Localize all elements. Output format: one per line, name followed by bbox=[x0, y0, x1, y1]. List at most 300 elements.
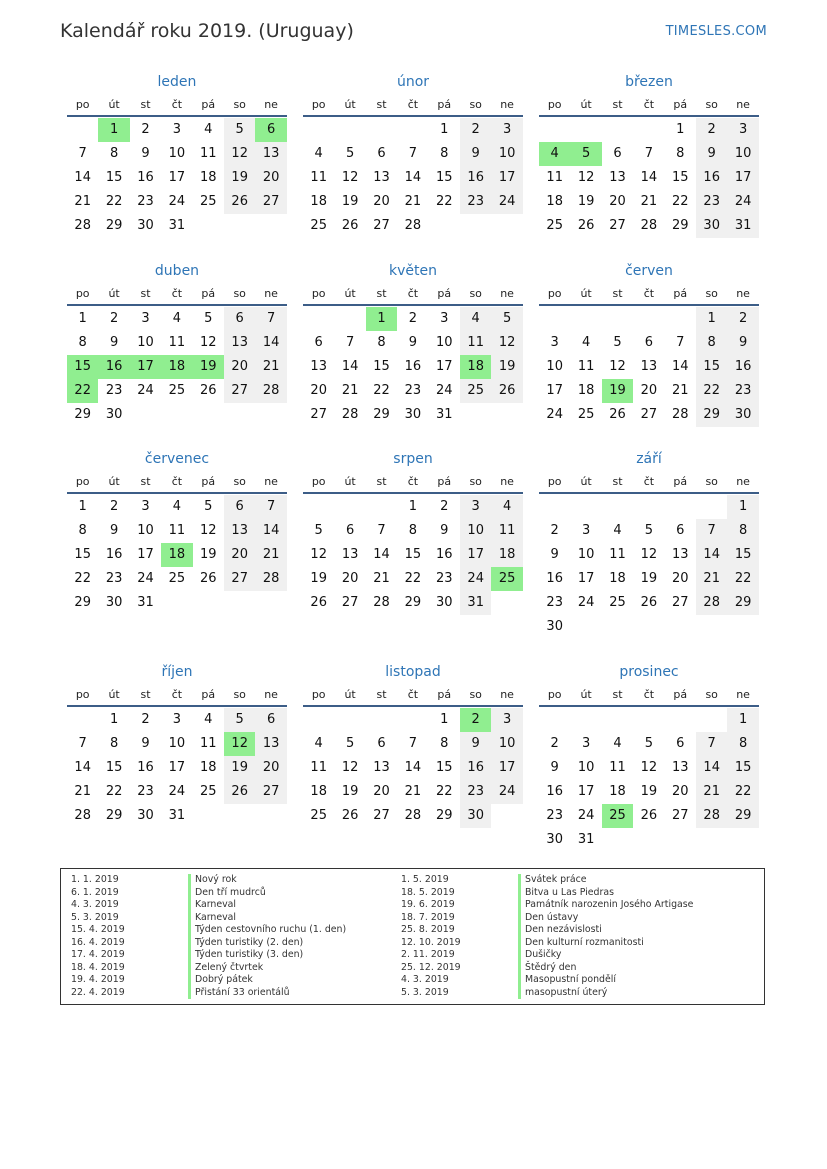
weekday-label: čt bbox=[643, 287, 655, 300]
day-cell: 3 bbox=[727, 118, 758, 142]
day-cell: 27 bbox=[224, 379, 255, 403]
day-cell: 13 bbox=[373, 170, 390, 185]
day-cell: 30 bbox=[137, 808, 154, 823]
weekday-header bbox=[539, 683, 759, 707]
day-cell: 1 bbox=[676, 122, 685, 137]
holiday-day-cell: 1 bbox=[98, 118, 129, 142]
day-cell: 16 bbox=[546, 784, 563, 799]
day-cell: 13 bbox=[255, 142, 286, 166]
day-cell: 17 bbox=[436, 359, 453, 374]
day-cell: 8 bbox=[109, 736, 119, 751]
day-cell: 23 bbox=[460, 190, 491, 214]
holiday-day-cell: 19 bbox=[602, 379, 633, 403]
legend-holiday-name: Týden turistiky (2. den) bbox=[188, 937, 303, 950]
day-cell: 23 bbox=[727, 379, 758, 403]
weekday-label: čt bbox=[407, 287, 419, 300]
day-cell: 24 bbox=[727, 190, 758, 214]
day-cell: 10 bbox=[546, 359, 563, 374]
day-cell: 5 bbox=[345, 146, 355, 161]
day-cell: 8 bbox=[696, 331, 727, 355]
day-cell: 29 bbox=[672, 218, 689, 233]
day-cell: 19 bbox=[577, 194, 595, 209]
day-cell: 2 bbox=[109, 311, 119, 326]
weekday-label: čt bbox=[407, 688, 419, 701]
day-cell: 24 bbox=[436, 383, 453, 398]
day-cell: 10 bbox=[168, 146, 186, 161]
holiday-day-cell: 5 bbox=[570, 142, 601, 166]
day-cell: 25 bbox=[310, 808, 327, 823]
day-cell: 31 bbox=[137, 595, 154, 610]
weekday-label: so bbox=[233, 287, 246, 300]
day-cell: 3 bbox=[172, 122, 182, 137]
day-cell: 16 bbox=[137, 760, 154, 775]
day-cell: 22 bbox=[672, 194, 689, 209]
day-cell: 7 bbox=[676, 335, 685, 350]
day-cell: 6 bbox=[613, 146, 622, 161]
day-cell: 28 bbox=[74, 218, 91, 233]
day-cell: 16 bbox=[546, 571, 563, 586]
weekday-label: so bbox=[469, 688, 482, 701]
weekday-label: út bbox=[580, 98, 592, 111]
legend-date: 2. 11. 2019 bbox=[401, 949, 455, 960]
day-cell: 27 bbox=[373, 808, 390, 823]
day-cell: 7 bbox=[408, 146, 418, 161]
month-červenec bbox=[67, 448, 287, 610]
weekday-label: čt bbox=[643, 688, 655, 701]
weekday-header bbox=[67, 683, 287, 707]
weekday-label: út bbox=[108, 98, 120, 111]
weekday-label: so bbox=[705, 287, 718, 300]
day-cell: 28 bbox=[74, 808, 91, 823]
day-cell: 28 bbox=[255, 567, 286, 591]
month-name: září bbox=[636, 451, 662, 467]
day-cell: 20 bbox=[224, 355, 255, 379]
month-leden bbox=[67, 71, 287, 233]
day-cell: 21 bbox=[696, 567, 727, 591]
weekday-label: so bbox=[469, 475, 482, 488]
day-cell: 14 bbox=[373, 547, 390, 562]
weekday-label: po bbox=[547, 688, 562, 701]
legend-date: 18. 5. 2019 bbox=[401, 886, 455, 898]
day-cell: 24 bbox=[577, 595, 595, 610]
weekday-label: po bbox=[311, 688, 326, 701]
day-cell: 8 bbox=[676, 146, 685, 161]
day-cell: 27 bbox=[672, 595, 689, 610]
month-září bbox=[539, 448, 759, 634]
day-cell: 9 bbox=[460, 732, 491, 756]
weekday-label: út bbox=[108, 287, 120, 300]
day-cell: 19 bbox=[224, 756, 255, 780]
weekday-label: út bbox=[108, 475, 120, 488]
day-cell: 6 bbox=[377, 736, 386, 751]
day-cell: 19 bbox=[341, 194, 359, 209]
weekday-label: po bbox=[547, 287, 562, 300]
day-cell: 4 bbox=[460, 307, 491, 331]
day-cell: 29 bbox=[105, 218, 123, 233]
weekday-label: út bbox=[344, 287, 356, 300]
day-cell: 2 bbox=[141, 712, 150, 727]
legend-holiday-name: masopustní úterý bbox=[518, 987, 607, 1000]
month-name: říjen bbox=[161, 664, 193, 680]
weekday-label: čt bbox=[643, 98, 655, 111]
day-cell: 16 bbox=[436, 547, 453, 562]
weekday-label: ne bbox=[500, 688, 514, 701]
day-cell: 8 bbox=[440, 146, 449, 161]
day-cell: 26 bbox=[200, 571, 217, 586]
day-cell: 22 bbox=[105, 194, 123, 209]
day-cell: 15 bbox=[672, 170, 689, 185]
weekday-label: út bbox=[580, 688, 592, 701]
day-cell: 17 bbox=[491, 756, 522, 780]
day-cell: 9 bbox=[109, 523, 119, 538]
day-cell: 11 bbox=[460, 331, 491, 355]
day-cell: 13 bbox=[224, 331, 255, 355]
day-cell: 18 bbox=[310, 194, 327, 209]
holiday-day-cell: 19 bbox=[193, 355, 224, 379]
weekday-header bbox=[539, 93, 759, 117]
day-cell: 12 bbox=[341, 760, 359, 775]
day-cell: 9 bbox=[696, 142, 727, 166]
day-cell: 25 bbox=[200, 194, 217, 209]
day-cell: 2 bbox=[550, 523, 559, 538]
legend-date: 5. 3. 2019 bbox=[71, 911, 119, 923]
day-cell: 4 bbox=[172, 311, 182, 326]
weekday-header bbox=[303, 282, 523, 306]
day-cell: 12 bbox=[200, 335, 217, 350]
day-cell: 15 bbox=[373, 359, 390, 374]
legend-date: 1. 5. 2019 bbox=[401, 874, 449, 885]
day-cell: 5 bbox=[491, 307, 522, 331]
day-cell: 25 bbox=[546, 218, 563, 233]
day-cell: 25 bbox=[168, 571, 186, 586]
day-cell: 10 bbox=[491, 142, 522, 166]
day-cell: 7 bbox=[377, 523, 386, 538]
legend-date: 18. 4. 2019 bbox=[71, 961, 125, 973]
day-cell: 9 bbox=[141, 736, 150, 751]
day-cell: 17 bbox=[168, 170, 186, 185]
day-cell: 4 bbox=[204, 122, 213, 137]
weekday-label: út bbox=[344, 688, 356, 701]
day-cell: 29 bbox=[74, 595, 91, 610]
page-title: Kalendář roku 2019. (Uruguay) bbox=[60, 20, 354, 42]
weekday-label: út bbox=[108, 688, 120, 701]
day-cell: 4 bbox=[314, 146, 323, 161]
day-cell: 2 bbox=[550, 736, 559, 751]
day-cell: 12 bbox=[341, 170, 359, 185]
holiday-day-cell: 12 bbox=[224, 732, 255, 756]
day-cell: 16 bbox=[105, 547, 123, 562]
weekday-label: st bbox=[612, 688, 623, 701]
month-březen bbox=[539, 71, 759, 233]
day-cell: 6 bbox=[224, 495, 255, 519]
day-cell: 27 bbox=[640, 407, 658, 422]
day-cell: 6 bbox=[644, 335, 654, 350]
day-cell: 24 bbox=[168, 194, 186, 209]
legend-date: 19. 6. 2019 bbox=[401, 899, 455, 910]
holiday-day-cell: 6 bbox=[255, 118, 286, 142]
legend-holiday-name: Nový rok bbox=[188, 874, 237, 887]
day-cell: 1 bbox=[727, 495, 758, 519]
day-cell: 11 bbox=[200, 146, 217, 161]
day-cell: 13 bbox=[373, 760, 390, 775]
day-cell: 20 bbox=[609, 194, 626, 209]
day-cell: 7 bbox=[255, 307, 286, 331]
legend-holiday-name: Týden turistiky (3. den) bbox=[188, 949, 303, 962]
weekday-label: ne bbox=[736, 98, 750, 111]
day-cell: 30 bbox=[105, 595, 123, 610]
legend-date: 17. 4. 2019 bbox=[71, 949, 125, 960]
day-cell: 29 bbox=[404, 595, 422, 610]
day-cell: 23 bbox=[105, 571, 123, 586]
day-cell: 10 bbox=[577, 547, 595, 562]
day-cell: 27 bbox=[672, 808, 689, 823]
day-cell: 3 bbox=[172, 712, 182, 727]
day-cell: 17 bbox=[460, 543, 491, 567]
day-cell: 17 bbox=[491, 166, 522, 190]
day-cell: 28 bbox=[404, 808, 422, 823]
day-cell: 30 bbox=[436, 595, 453, 610]
day-cell: 25 bbox=[609, 595, 626, 610]
weekday-header bbox=[303, 683, 523, 707]
day-cell: 25 bbox=[577, 407, 595, 422]
day-cell: 5 bbox=[644, 736, 654, 751]
day-cell: 10 bbox=[577, 760, 595, 775]
day-cell: 1 bbox=[727, 708, 758, 732]
month-únor bbox=[303, 71, 523, 233]
day-cell: 20 bbox=[224, 543, 255, 567]
day-cell: 8 bbox=[727, 732, 758, 756]
weekday-label: čt bbox=[407, 475, 419, 488]
day-cell: 3 bbox=[440, 311, 449, 326]
month-červen bbox=[539, 260, 759, 422]
legend-date: 16. 4. 2019 bbox=[71, 936, 125, 948]
day-cell: 1 bbox=[78, 311, 87, 326]
day-cell: 17 bbox=[546, 383, 563, 398]
day-cell: 5 bbox=[204, 499, 213, 514]
day-cell: 14 bbox=[672, 359, 689, 374]
legend-holiday-name: Dušičky bbox=[518, 949, 561, 962]
day-cell: 15 bbox=[436, 760, 453, 775]
day-cell: 28 bbox=[341, 407, 359, 422]
month-listopad bbox=[303, 661, 523, 823]
day-cell: 21 bbox=[255, 543, 286, 567]
day-cell: 21 bbox=[341, 383, 359, 398]
day-cell: 16 bbox=[460, 166, 491, 190]
day-cell: 21 bbox=[672, 383, 689, 398]
weekday-header bbox=[539, 470, 759, 494]
weekday-label: út bbox=[580, 287, 592, 300]
day-cell: 23 bbox=[546, 595, 563, 610]
day-cell: 3 bbox=[460, 495, 491, 519]
holiday-day-cell: 16 bbox=[98, 355, 129, 379]
month-name: srpen bbox=[393, 451, 433, 467]
weekday-label: čt bbox=[171, 688, 183, 701]
weekday-label: so bbox=[705, 98, 718, 111]
day-cell: 18 bbox=[310, 784, 327, 799]
day-cell: 20 bbox=[672, 784, 689, 799]
day-cell: 11 bbox=[609, 547, 626, 562]
day-cell: 14 bbox=[74, 170, 91, 185]
day-cell: 28 bbox=[672, 407, 689, 422]
day-cell: 12 bbox=[200, 523, 217, 538]
day-cell: 5 bbox=[613, 335, 622, 350]
day-cell: 12 bbox=[310, 547, 327, 562]
holiday-day-cell: 18 bbox=[460, 355, 491, 379]
legend-holiday-name: Bitva u Las Piedras bbox=[518, 887, 614, 900]
day-cell: 11 bbox=[491, 519, 522, 543]
weekday-label: pá bbox=[201, 475, 216, 488]
day-cell: 31 bbox=[168, 218, 186, 233]
day-cell: 15 bbox=[404, 547, 422, 562]
day-cell: 9 bbox=[440, 523, 449, 538]
day-cell: 11 bbox=[168, 523, 186, 538]
day-cell: 9 bbox=[550, 760, 559, 775]
day-cell: 23 bbox=[460, 780, 491, 804]
day-cell: 26 bbox=[640, 808, 658, 823]
weekday-label: pá bbox=[437, 688, 452, 701]
day-cell: 26 bbox=[341, 808, 359, 823]
weekday-label: so bbox=[469, 98, 482, 111]
day-cell: 6 bbox=[676, 736, 685, 751]
day-cell: 2 bbox=[408, 311, 418, 326]
day-cell: 22 bbox=[373, 383, 390, 398]
weekday-label: pá bbox=[673, 287, 688, 300]
legend-date: 4. 3. 2019 bbox=[401, 974, 449, 985]
legend-holiday-name: Den kulturní rozmanitosti bbox=[518, 937, 644, 950]
day-cell: 1 bbox=[109, 712, 119, 727]
day-cell: 24 bbox=[460, 567, 491, 591]
legend-holiday-name: Den nezávislosti bbox=[518, 924, 602, 937]
legend-holiday-name: Svátek práce bbox=[518, 874, 587, 887]
day-cell: 12 bbox=[577, 170, 595, 185]
weekday-label: pá bbox=[437, 475, 452, 488]
day-cell: 22 bbox=[105, 784, 123, 799]
weekday-label: po bbox=[75, 287, 90, 300]
day-cell: 6 bbox=[676, 523, 685, 538]
day-cell: 2 bbox=[141, 122, 150, 137]
day-cell: 22 bbox=[727, 780, 758, 804]
day-cell: 7 bbox=[696, 732, 727, 756]
weekday-label: po bbox=[311, 287, 326, 300]
day-cell: 15 bbox=[436, 170, 453, 185]
day-cell: 23 bbox=[137, 784, 154, 799]
day-cell: 22 bbox=[404, 571, 422, 586]
day-cell: 22 bbox=[727, 567, 758, 591]
day-cell: 23 bbox=[696, 190, 727, 214]
legend-holiday-name: Zelený čtvrtek bbox=[188, 962, 263, 975]
legend-holiday-name: Karneval bbox=[188, 899, 236, 912]
day-cell: 31 bbox=[727, 214, 758, 238]
holiday-day-cell: 25 bbox=[602, 804, 633, 828]
day-cell: 14 bbox=[255, 519, 286, 543]
weekday-label: čt bbox=[171, 98, 183, 111]
brand-link[interactable]: TIMESLES.COM bbox=[665, 24, 767, 39]
day-cell: 3 bbox=[581, 523, 591, 538]
day-cell: 12 bbox=[224, 142, 255, 166]
day-cell: 22 bbox=[74, 571, 91, 586]
day-cell: 17 bbox=[577, 571, 595, 586]
day-cell: 19 bbox=[200, 547, 217, 562]
day-cell: 1 bbox=[408, 499, 418, 514]
day-cell: 4 bbox=[204, 712, 213, 727]
day-cell: 7 bbox=[408, 736, 418, 751]
month-name: červenec bbox=[144, 451, 210, 467]
day-cell: 30 bbox=[404, 407, 422, 422]
day-cell: 13 bbox=[341, 547, 359, 562]
day-cell: 8 bbox=[78, 523, 87, 538]
day-cell: 9 bbox=[109, 335, 119, 350]
day-cell: 17 bbox=[577, 784, 595, 799]
day-cell: 13 bbox=[255, 732, 286, 756]
holiday-day-cell: 18 bbox=[161, 355, 192, 379]
weekday-label: st bbox=[376, 475, 387, 488]
day-cell: 19 bbox=[491, 355, 522, 379]
day-cell: 17 bbox=[137, 547, 154, 562]
weekday-header bbox=[303, 93, 523, 117]
day-cell: 5 bbox=[314, 523, 323, 538]
weekday-label: ne bbox=[736, 688, 750, 701]
legend-date: 6. 1. 2019 bbox=[71, 886, 119, 898]
day-cell: 8 bbox=[440, 736, 449, 751]
day-cell: 13 bbox=[224, 519, 255, 543]
weekday-label: so bbox=[469, 287, 482, 300]
day-cell: 8 bbox=[727, 519, 758, 543]
day-cell: 30 bbox=[546, 832, 563, 847]
month-name: březen bbox=[625, 74, 673, 90]
weekday-label: po bbox=[75, 475, 90, 488]
legend-date: 12. 10. 2019 bbox=[401, 936, 461, 948]
day-cell: 19 bbox=[640, 784, 658, 799]
day-cell: 12 bbox=[640, 760, 658, 775]
day-cell: 2 bbox=[696, 118, 727, 142]
day-cell: 12 bbox=[491, 331, 522, 355]
day-cell: 19 bbox=[310, 571, 327, 586]
day-cell: 18 bbox=[577, 383, 595, 398]
day-cell: 26 bbox=[577, 218, 595, 233]
day-cell: 7 bbox=[78, 736, 87, 751]
weekday-label: ne bbox=[264, 688, 278, 701]
day-cell: 4 bbox=[613, 736, 622, 751]
day-cell: 19 bbox=[640, 571, 658, 586]
weekday-label: ne bbox=[264, 475, 278, 488]
day-cell: 9 bbox=[727, 331, 758, 355]
day-cell: 29 bbox=[727, 804, 758, 828]
day-cell: 24 bbox=[168, 784, 186, 799]
day-cell: 30 bbox=[460, 804, 491, 828]
holiday-day-cell: 17 bbox=[130, 355, 161, 379]
month-říjen bbox=[67, 661, 287, 823]
day-cell: 30 bbox=[546, 619, 563, 634]
weekday-label: út bbox=[580, 475, 592, 488]
legend-date: 5. 3. 2019 bbox=[401, 986, 449, 998]
day-cell: 4 bbox=[172, 499, 182, 514]
day-cell: 30 bbox=[137, 218, 154, 233]
day-cell: 19 bbox=[224, 166, 255, 190]
day-cell: 25 bbox=[168, 383, 186, 398]
day-cell: 9 bbox=[550, 547, 559, 562]
month-prosinec bbox=[539, 661, 759, 847]
day-cell: 4 bbox=[491, 495, 522, 519]
weekday-label: ne bbox=[500, 287, 514, 300]
day-cell: 11 bbox=[168, 335, 186, 350]
day-cell: 28 bbox=[640, 218, 658, 233]
day-cell: 13 bbox=[672, 547, 689, 562]
day-cell: 10 bbox=[727, 142, 758, 166]
weekday-label: st bbox=[612, 287, 623, 300]
day-cell: 19 bbox=[341, 784, 359, 799]
weekday-label: pá bbox=[201, 98, 216, 111]
weekday-header bbox=[67, 470, 287, 494]
